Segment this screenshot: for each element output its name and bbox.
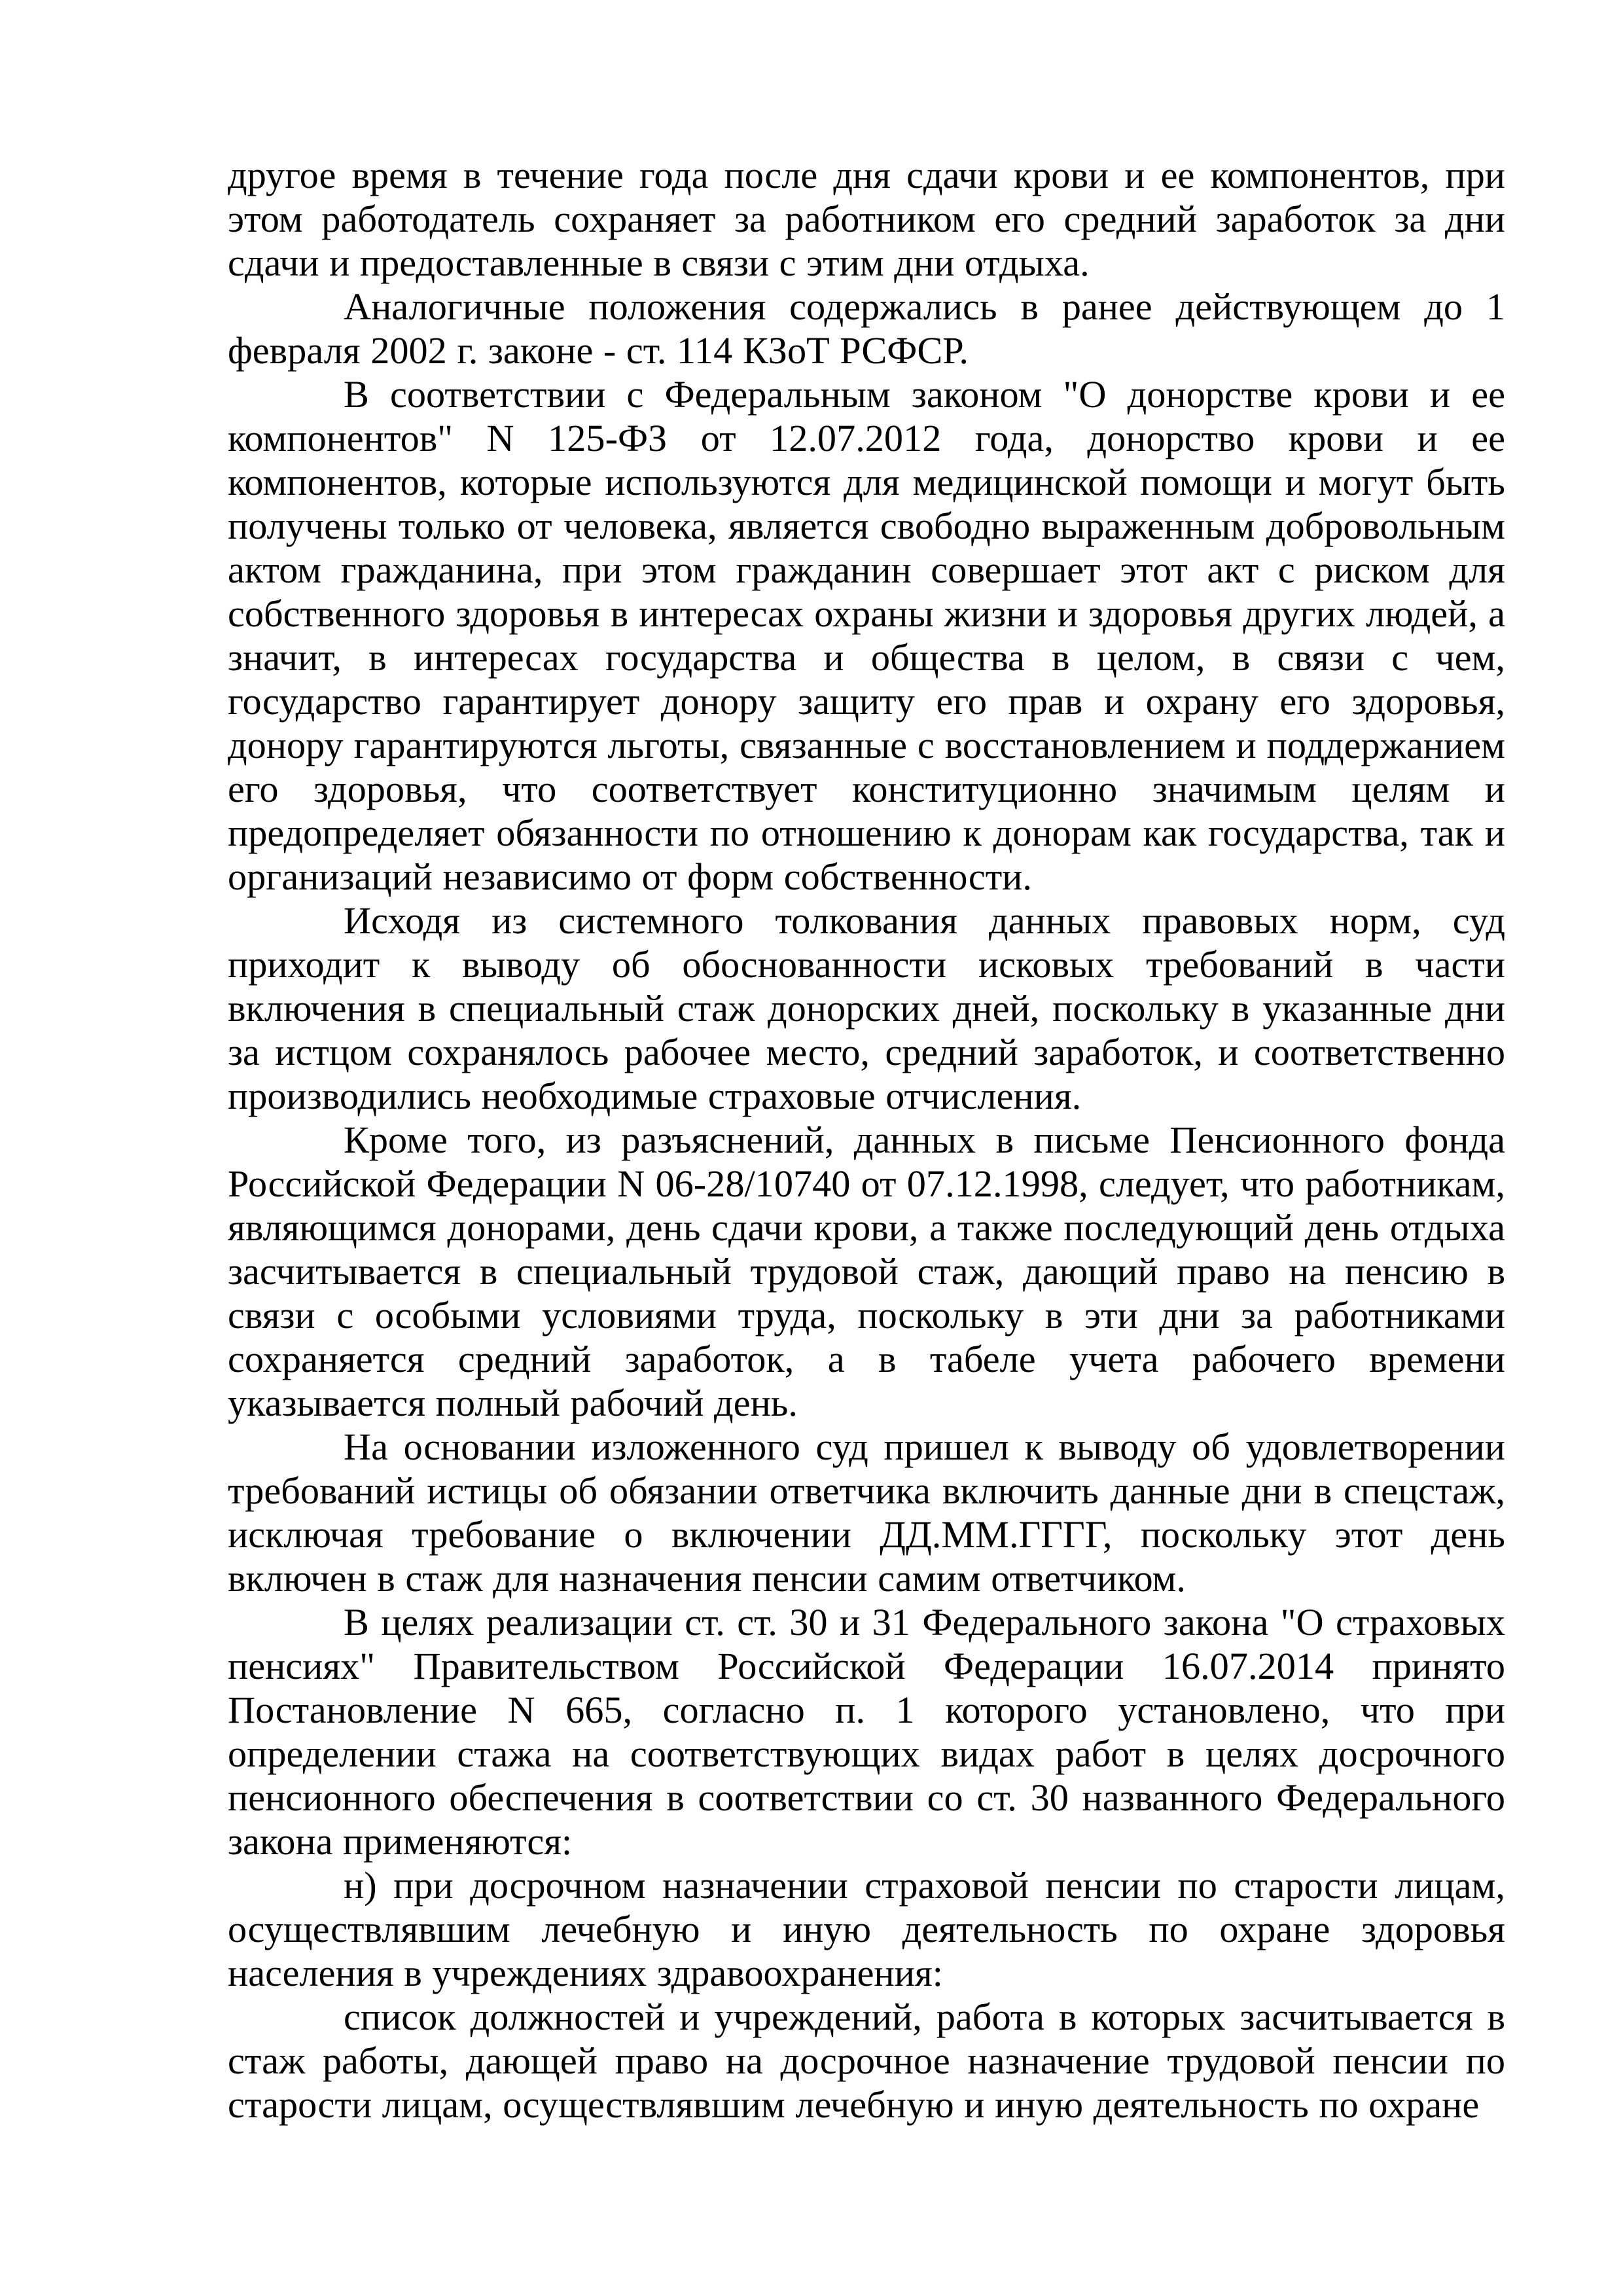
paragraph: н) при досрочном назначении страховой пенсии по старости лицам, осуществлявшим лечебную и иную деятельность по охране здоровья населения в учреждениях здравоохранения:	[228, 1864, 1505, 1994]
paragraph: В соответствии с Федеральным законом "О донорстве крови и ее компонентов" N 125-ФЗ от 12.07.2012 года, донорство крови и ее компонентов, которые используются для медицинской помощи и могут быть получены только от человека, является свободно выраженным добровольным актом гражданина, при этом гражданин совершает этот акт с риском для собственного здоровья в интересах охраны жизни и здоровья других людей, а значит, в интересах государства и общества в целом, в связи с чем, государство гарантирует донору защиту его прав и охрану его здоровья, донору гарантируются льготы, связанные с восстановлением и поддержанием его здоровья, что соответствует конституционно значимым целям и предопределяет обязанности по отношению к донорам как государства, так и организаций независимо от форм собственности.	[228, 373, 1505, 898]
paragraph: На основании изложенного суд пришел к выводу об удовлетворении требований истицы об обязании ответчика включить данные дни в спецстаж, исключая требование о включении ДД.ММ.ГГГГ, поскольку этот день включен в стаж для назначения пенсии самим ответчиком.	[228, 1426, 1505, 1600]
document-text-block	[228, 153, 1505, 2126]
paragraph: Кроме того, из разъяснений, данных в письме Пенсионного фонда Российской Федерации N 06-28/10740 от 07.12.1998, следует, что работникам, являющимся донорами, день сдачи крови, а также последующий день отдыха засчитывается в специальный трудовой стаж, дающий право на пенсию в связи с особыми условиями труда, поскольку в эти дни за работниками сохраняется средний заработок, а в табеле учета рабочего времени указывается полный рабочий день.	[228, 1119, 1505, 1424]
paragraph: другое время в течение года после дня сдачи крови и ее компонентов, при этом работодатель сохраняет за работником его средний заработок за дни сдачи и предоставленные в связи с этим дни отдыха.	[228, 154, 1505, 284]
paragraph: Аналогичные положения содержались в ранее действующем до 1 февраля 2002 г. законе - ст. 114 КЗоТ РСФСР.	[228, 285, 1505, 372]
paragraph: В целях реализации ст. ст. 30 и 31 Федерального закона "О страховых пенсиях" Правительством Российской Федерации 16.07.2014 принято Постановление N 665, согласно п. 1 которого установлено, что при определении стажа на соответствующих видах работ в целях досрочного пенсионного обеспечения в соответствии со ст. 30 названного Федерального закона применяются:	[228, 1601, 1505, 1863]
paragraph: список должностей и учреждений, работа в которых засчитывается в стаж работы, дающей право на досрочное назначение трудовой пенсии по старости лицам, осуществлявшим лечебную и иную деятельность по охране	[228, 1996, 1505, 2126]
paragraph: Исходя из системного толкования данных правовых норм, суд приходит к выводу об обоснованности исковых требований в части включения в специальный стаж донорских дней, поскольку в указанные дни за истцом сохранялось рабочее место, средний заработок, и соответственно производились необходимые страховые отчисления.	[228, 899, 1505, 1117]
